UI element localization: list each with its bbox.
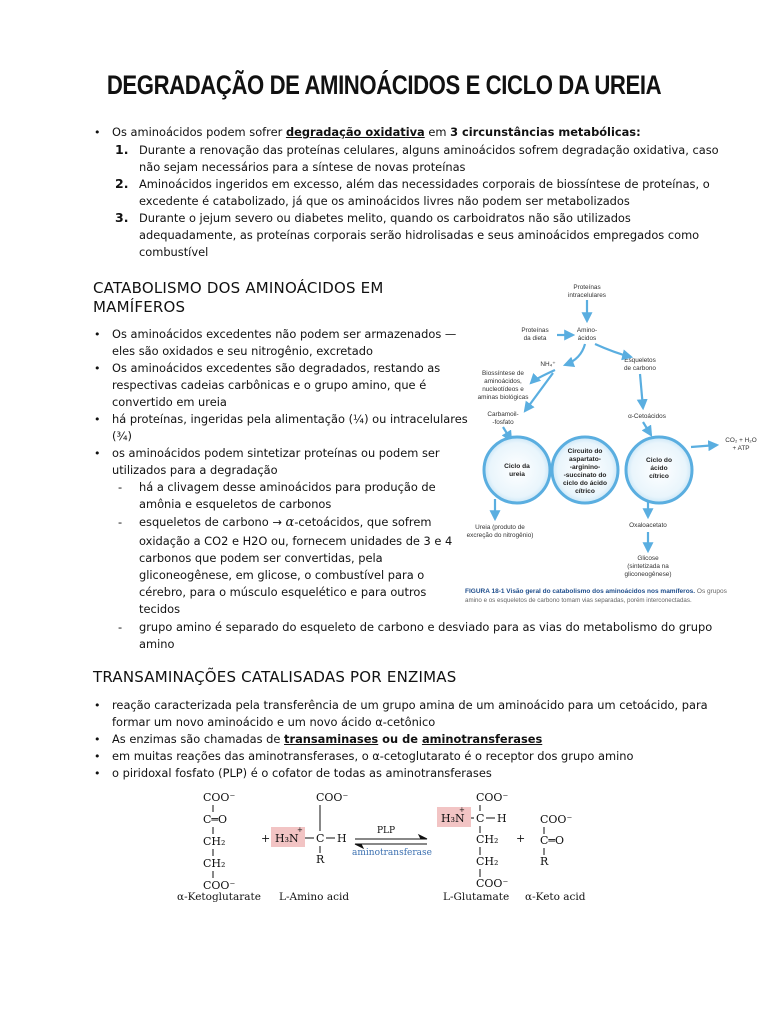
body-text-part: As enzimas são chamadas de	[112, 732, 285, 746]
bullet: •	[94, 699, 101, 712]
compound-name: L-Glutamate	[443, 891, 510, 903]
positive-charge: +	[297, 826, 303, 834]
catabolism-diagram	[455, 275, 760, 610]
label-ureia: excreção do nitrogênio)	[466, 532, 534, 539]
hydrogen-atom: H	[337, 832, 347, 845]
hydrogen-atom: H	[497, 812, 507, 825]
arrow	[595, 344, 631, 357]
coo-group: COO⁻	[203, 879, 236, 892]
bullet: •	[94, 733, 101, 746]
body-text: cérebro, para o músculo esquelético e para outros	[139, 585, 427, 599]
carbon-atom: C	[476, 812, 485, 825]
label-co2: CO₂ + H₂O	[725, 437, 757, 444]
body-text: eles são oxidados e seu nitrogênio, excretado	[112, 344, 373, 358]
list-item-text: adequadamente, as proteínas corporais serão hidrolisadas e seus aminoácidos empregados como	[139, 228, 700, 242]
enzyme-label: aminotransferase	[352, 848, 432, 858]
figure-caption-line2: amino e os esqueletos de carbono tomam vias separadas, porém interconectadas.	[465, 597, 692, 604]
intro-underlined: degradação oxidativa	[285, 125, 425, 139]
body-text: oxidação a CO2 e H2O ou, fornecem unidades de 3 e 4	[139, 534, 453, 548]
plus-sign: +	[516, 832, 526, 845]
arrow	[643, 422, 651, 435]
arrow	[565, 344, 585, 365]
section-heading: CATABOLISMO DOS AMINOÁCIDOS EM	[93, 279, 384, 297]
label-circuito: -succinato do	[563, 472, 607, 479]
bullet: •	[94, 328, 101, 341]
positive-charge: +	[459, 806, 465, 814]
term-transaminases: transaminases	[284, 732, 379, 746]
list-item-text: não sejam necessários para a síntese de novas proteínas	[139, 160, 466, 174]
label-carbamoil: -fosfato	[492, 419, 514, 426]
label-circuito: aspartato-	[569, 456, 601, 463]
page-title: DEGRADAÇÃO DE AMINOÁCIDOS E CICLO DA UREIA	[106, 70, 662, 100]
body-text: há proteínas, ingeridas pela alimentação (¼) ou intracelulares	[112, 412, 468, 426]
label-ciclo-citrico: cítrico	[649, 473, 669, 480]
forward-arrow-head	[419, 835, 427, 839]
body-text: utilizados para a degradação	[112, 463, 278, 477]
intro-line	[112, 124, 641, 141]
label-esqueletos: de carbono	[624, 365, 656, 372]
r-group: R	[316, 853, 325, 866]
bullet: •	[94, 767, 101, 780]
body-text: Os aminoácidos excedentes são degradados, restando as	[112, 361, 441, 375]
ch2-group: CH₂	[476, 855, 499, 868]
label-nh4: NH₄⁺	[540, 361, 556, 368]
r-group: R	[540, 855, 549, 868]
carbonyl-group: C═O	[540, 834, 565, 847]
label-oxaloacetato: Oxaloacetato	[629, 522, 667, 529]
label-circuito: ciclo do ácido	[563, 480, 607, 487]
list-number: 3.	[115, 210, 129, 225]
label-ciclo-ureia: Ciclo da	[504, 463, 530, 470]
list-item-text: Aminoácidos ingeridos em excesso, além das necessidades corporais de biossíntese de proteínas, o	[139, 177, 710, 191]
label-glicose: (sintetizada na	[627, 563, 669, 570]
label-carbamoil: Carbamoil-	[487, 411, 519, 418]
body-text: há a clivagem desse aminoácidos para produção de	[139, 480, 436, 494]
bullet: •	[94, 126, 101, 139]
dash-marker: -	[118, 515, 123, 529]
coo-group: COO⁻	[476, 877, 509, 890]
body-text: o piridoxal fosfato (PLP) é o cofator de todas as aminotransferases	[112, 766, 492, 780]
label-aminoacidos: Amino-	[576, 327, 598, 334]
compound-name: α-Ketoglutarate	[177, 891, 261, 903]
label-ciclo-ureia: ureia	[509, 471, 525, 478]
coo-group: COO⁻	[203, 791, 236, 804]
body-text: carbonos que podem ser convertidas, pela	[139, 551, 383, 565]
label-biossintese: aminoácidos,	[484, 378, 522, 385]
body-text-part: ou de	[378, 732, 422, 746]
bullet: •	[94, 447, 101, 460]
label-ciclo-citrico: ácido	[650, 465, 668, 472]
section-heading: TRANSAMINAÇÕES CATALISADAS POR ENZIMAS	[93, 668, 457, 686]
list-item-text: excedente é catabolizado, já que os aminoácidos livres não podem ser metabolizados	[139, 194, 630, 208]
cofactor-label: PLP	[376, 826, 396, 836]
label-biossintese: Biossíntese de	[482, 370, 524, 377]
body-text: tecidos	[139, 602, 181, 616]
list-number: 1.	[115, 142, 129, 157]
body-text	[139, 514, 431, 531]
label-circuito: Circuito do	[567, 448, 603, 455]
ciclo-ureia-circle	[484, 437, 550, 503]
label-esqueletos: Esqueletos	[624, 357, 656, 364]
label-circuito: cítrico	[575, 488, 595, 495]
label-biossintese: aminas biológicas	[477, 394, 529, 401]
label-co2: + ATP	[732, 445, 750, 452]
caption-bold: FIGURA 18-1 Visão geral do catabolismo dos aminoácidos nos mamíferos.	[465, 588, 696, 595]
label-glicose: Glicose	[637, 555, 659, 562]
body-text	[112, 731, 542, 748]
ammonium-group: H₃N	[275, 832, 299, 845]
body-text: os aminoácidos podem sintetizar proteínas ou podem ser	[112, 446, 440, 460]
dash-marker: -	[118, 620, 123, 634]
label-biossintese: nucleotídeos e	[482, 386, 524, 393]
body-text-part: esqueletos de carbono →	[139, 515, 286, 529]
body-text: amônia e esqueletos de carbonos	[139, 497, 332, 511]
compound-name: α-Keto acid	[525, 891, 586, 903]
label-circuito: -arginino-	[569, 464, 601, 471]
label-aminoacidos: ácidos	[577, 335, 597, 342]
bullet: •	[94, 750, 101, 763]
body-text: amino	[139, 637, 175, 651]
label-proteinas-dieta: da dieta	[523, 335, 547, 342]
ch2-group: CH₂	[203, 835, 226, 848]
bullet: •	[94, 362, 101, 375]
list-item-text: Durante a renovação das proteínas celulares, alguns aminoácidos sofrem degradação oxidativa, caso	[139, 143, 719, 157]
arrow	[640, 374, 643, 408]
intro-mid: em	[424, 125, 451, 139]
ch2-group: CH₂	[203, 857, 226, 870]
intro-bold: 3 circunstâncias metabólicas:	[450, 125, 641, 139]
term-aminotransferases: aminotransferases	[421, 732, 543, 746]
body-text: gliconeogênese, em glicose, o combustível para o	[139, 568, 425, 582]
body-text: reação caracterizada pela transferência de um grupo amina de um aminoácido para um cetoácido, para	[112, 698, 708, 712]
body-text: respectivas cadeias carbônicas e o grupo amino, que é	[112, 378, 427, 392]
body-text: formar um novo aminoácido e um novo ácido α-cetônico	[112, 715, 436, 729]
label-proteinas-intracelulares: intracelulares	[567, 292, 607, 299]
carbonyl-group: C═O	[203, 813, 228, 826]
intro-pre: Os aminoácidos podem sofrer	[112, 125, 286, 139]
coo-group: COO⁻	[316, 791, 349, 804]
list-number: 2.	[115, 176, 129, 191]
coo-group: COO⁻	[540, 813, 573, 826]
list-item-text: combustível	[139, 245, 209, 259]
list-item-text: Durante o jejum severo ou diabetes melito, quando os carboidratos não são utilizados	[139, 211, 631, 225]
body-text: Os aminoácidos excedentes não podem ser armazenados —	[112, 327, 457, 341]
coo-group: COO⁻	[476, 791, 509, 804]
section-heading: MAMÍFEROS	[93, 298, 186, 316]
label-proteinas-intracelulares: Proteínas	[573, 284, 601, 291]
body-text: (¾)	[112, 429, 132, 443]
body-text: convertido em ureia	[112, 395, 227, 409]
body-text: em muitas reações das aminotransferases, o α-cetoglutarato é o receptor dos grupo amino	[112, 749, 634, 763]
body-text: grupo amino é separado do esqueleto de carbono e desviado para as vias do metabolismo do grupo	[139, 620, 713, 634]
label-glicose: gliconeogênese)	[624, 571, 672, 578]
label-ureia: Ureia (produto de	[475, 524, 525, 531]
caption-rest: Os grupos	[695, 588, 727, 595]
compound-name: L-Amino acid	[279, 891, 350, 903]
body-text-part: -cetoácidos, que sofrem	[294, 515, 432, 529]
dash-marker: -	[118, 480, 123, 494]
figure-caption	[465, 588, 728, 595]
label-cetoacidos: α-Cetoácidos	[628, 413, 666, 420]
ch2-group: CH₂	[476, 833, 499, 846]
ammonium-group: H₃N	[441, 812, 465, 825]
label-proteinas-dieta: Proteínas	[521, 327, 549, 334]
bullet: •	[94, 413, 101, 426]
plus-sign: +	[261, 832, 271, 845]
arrow	[691, 445, 717, 447]
carbon-atom: C	[316, 832, 325, 845]
transamination-reaction	[175, 783, 590, 908]
alpha-symbol: α	[285, 515, 295, 530]
label-ciclo-citrico: Ciclo do	[645, 457, 673, 464]
